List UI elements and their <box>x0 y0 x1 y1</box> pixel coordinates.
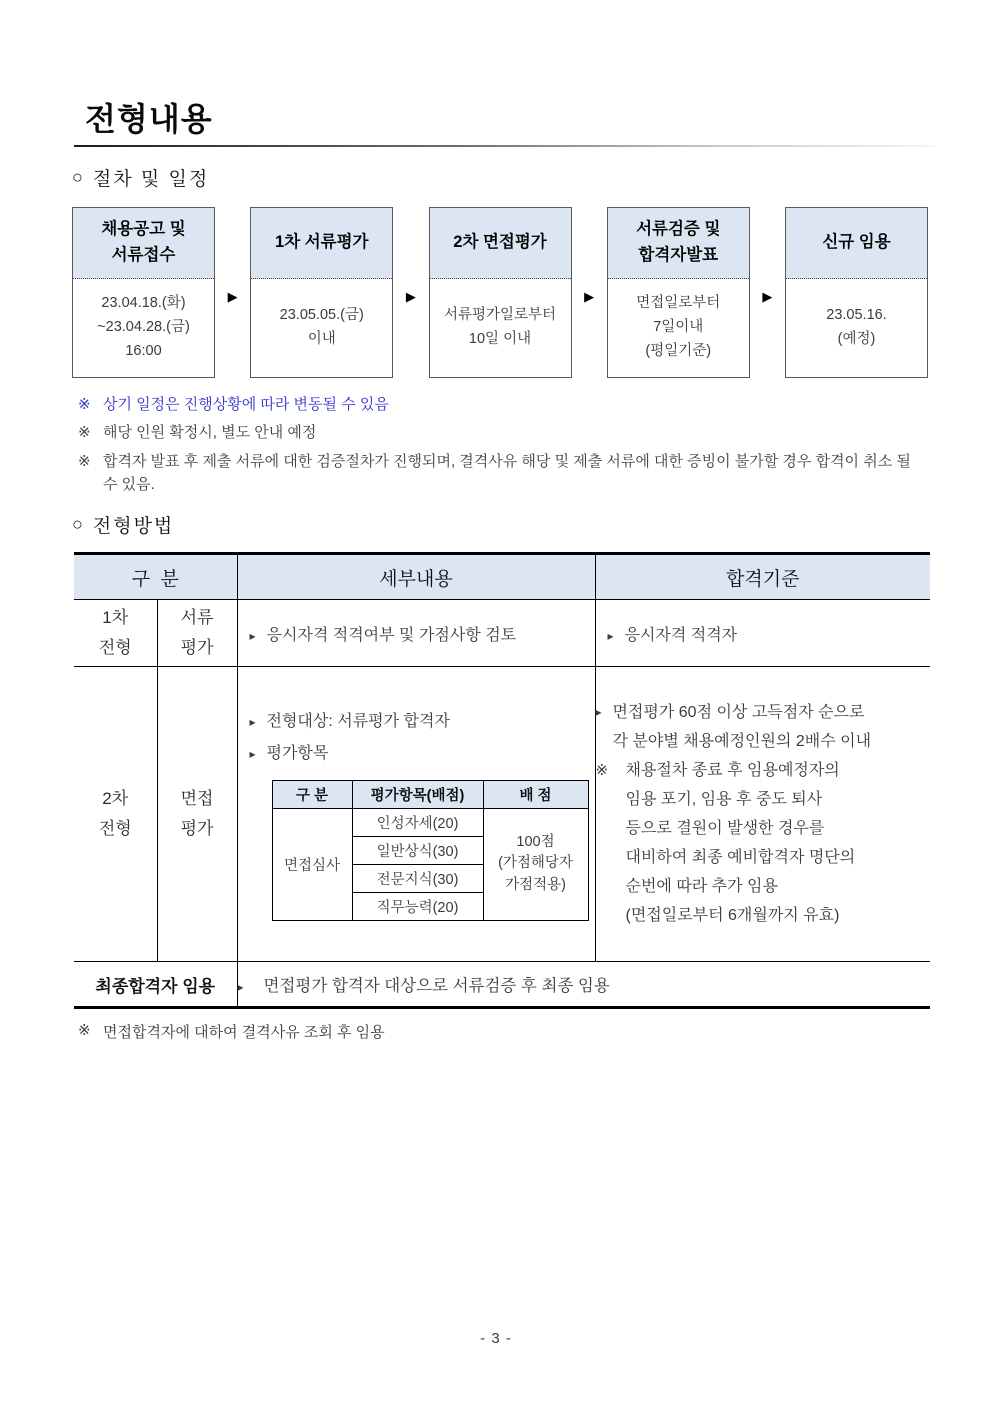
text-line: 전형 <box>98 638 132 657</box>
detail-text: 응시자격 적격여부 및 가점사항 검토 <box>266 626 517 644</box>
step-detail <box>608 279 749 377</box>
text-line: 순번에 따라 추가 임용 <box>625 878 778 895</box>
final-row-label: 최종합격자 임용 <box>74 962 237 1008</box>
text-line: 100점 <box>516 834 555 851</box>
text-line: 23.05.16. <box>826 307 887 324</box>
text-line: 각 분야별 채용예정인원의 2배수 이내 <box>612 733 872 750</box>
process-arrow-icon: ▶ <box>762 288 773 304</box>
process-flow <box>72 207 928 378</box>
criteria-item <box>596 756 931 930</box>
triangle-bullet-icon: ▸ <box>249 628 256 643</box>
bullet-line <box>250 622 595 645</box>
text-line: 임용 포기, 임용 후 중도 퇴사 <box>625 791 823 808</box>
text-line: 전형 <box>98 819 132 838</box>
text-line: (평일기준) <box>645 342 712 359</box>
note-text: 합격자 발표 후 제출 서류에 대한 검증절차가 진행되며, 결격사유 해당 및 제출 서류에 대한 증빙이 불가할 경우 합격이 취소 될 수 있음. <box>103 452 911 493</box>
process-arrow-icon: ▶ <box>584 288 595 304</box>
text-line: 면접평가 60점 이상 고득점자 순으로 <box>612 704 865 721</box>
detail-text: 전형대상: 서류평가 합격자 <box>266 712 450 730</box>
triangle-bullet-icon: ▸ <box>249 714 256 729</box>
text-line: 16:00 <box>125 342 162 359</box>
section-heading-schedule <box>72 164 209 191</box>
note-item <box>78 393 926 416</box>
text-line: 평가 <box>180 819 214 838</box>
section-heading-method <box>72 511 174 538</box>
stage-cell <box>74 667 157 962</box>
criteria-content <box>596 698 931 930</box>
text-line: 합격자발표 <box>638 246 719 264</box>
triangle-bullet-icon: ▸ <box>595 705 602 719</box>
note-item <box>78 421 926 444</box>
section-heading-text: 절차 및 일정 <box>92 169 210 190</box>
criteria-cell <box>595 667 930 962</box>
circle-bullet-icon: ○ <box>72 514 83 534</box>
text-line: 신규 임용 <box>822 233 891 252</box>
page-number: - 3 - <box>480 1330 512 1347</box>
bullet-line <box>608 622 931 645</box>
process-arrow-icon: ▶ <box>405 288 416 304</box>
reference-mark-icon: ※ <box>78 396 91 413</box>
step-detail <box>786 279 927 377</box>
step-title <box>786 208 927 279</box>
reference-mark-icon: ※ <box>78 424 91 442</box>
text-line: 서류평가일로부터 <box>443 307 557 324</box>
process-arrow-icon: ▶ <box>227 288 238 304</box>
process-step-1 <box>72 207 215 378</box>
text-line: 채용공고 및 <box>101 220 186 239</box>
col-header-criteria: 합격기준 <box>595 554 930 600</box>
text-line: 이내 <box>307 331 336 347</box>
detail-cell <box>237 667 595 962</box>
note-item <box>78 450 926 497</box>
eval-item-cell: 일반상식(30) <box>352 836 483 864</box>
stage-cell <box>74 600 157 667</box>
reference-mark-icon: ※ <box>78 452 91 470</box>
triangle-bullet-icon: ▸ <box>607 628 614 643</box>
text-line: 대비하여 최종 예비합격자 명단의 <box>625 849 856 866</box>
step-title <box>73 208 214 279</box>
eval-header-items: 평가항목(배점) <box>352 780 483 808</box>
text-line: (예정) <box>837 331 876 347</box>
eval-item-cell: 인성자세(20) <box>352 808 483 836</box>
title-underline <box>74 145 936 147</box>
schedule-notes <box>78 393 926 496</box>
eval-group-cell: 면접심사 <box>272 808 352 920</box>
note-text: 상기 일정은 진행상황에 따라 변동될 수 있음 <box>103 396 389 413</box>
text-line: 1차 서류평가 <box>275 233 369 252</box>
evaluation-items-table <box>272 780 589 921</box>
text-line: 서류 <box>180 608 214 628</box>
triangle-bullet-icon: ▸ <box>237 980 244 994</box>
text-line: 채용절차 종료 후 임용예정자의 <box>625 762 840 779</box>
text-line: 가점적용) <box>505 876 566 893</box>
step-title <box>430 208 571 279</box>
process-step-3 <box>429 207 572 378</box>
text-line: 23.05.05.(금) <box>279 307 364 324</box>
footnote-text: 면접합격자에 대하여 결격사유 조회 후 임용 <box>103 1024 385 1041</box>
reference-mark-icon: ※ <box>78 1022 91 1039</box>
bullet-line <box>250 740 595 763</box>
text-line: 평가 <box>180 638 214 657</box>
criteria-lines <box>613 698 931 756</box>
process-step-2 <box>250 207 393 378</box>
section-heading-text: 전형방법 <box>92 516 175 537</box>
text-line: 10일 이내 <box>468 331 532 347</box>
page-title: 전형내용 <box>85 101 213 137</box>
process-step-5 <box>785 207 928 378</box>
eval-header-points: 배 점 <box>483 780 588 808</box>
detail-text: 평가항목 <box>266 744 329 762</box>
text-line: 2차 <box>102 789 129 809</box>
col-header-category: 구 분 <box>74 554 237 600</box>
step-detail <box>251 279 392 377</box>
step-title <box>251 208 392 279</box>
text-line: (면접일로부터 6개월까지 유효) <box>625 907 840 924</box>
eval-item-cell: 전문지식(30) <box>352 864 483 892</box>
detail-text: 면접평가 합격자 대상으로 서류검증 후 최종 임용 <box>263 977 610 995</box>
stage-type-cell <box>157 667 237 962</box>
criteria-cell <box>595 600 930 667</box>
col-header-details: 세부내용 <box>237 554 595 600</box>
note-text: 해당 인원 확정시, 별도 안내 예정 <box>103 424 317 442</box>
final-row-detail <box>237 962 930 1008</box>
text-line: ~23.04.28.(금) <box>97 319 190 336</box>
text-line: 2차 면접평가 <box>453 233 547 252</box>
criteria-text: 응시자격 적격자 <box>624 626 738 644</box>
eval-score-cell <box>483 808 588 920</box>
selection-method-table <box>74 552 930 1009</box>
text-line: 서류접수 <box>111 246 176 264</box>
text-line: 7일이내 <box>653 319 704 336</box>
eval-header-category: 구 분 <box>272 780 352 808</box>
criteria-item <box>596 698 931 756</box>
step-detail <box>430 279 571 377</box>
step-title <box>608 208 749 279</box>
detail-cell <box>237 600 595 667</box>
text-line: 1차 <box>102 608 129 628</box>
triangle-bullet-icon: ▸ <box>249 746 256 761</box>
method-footnote <box>78 1021 385 1042</box>
process-step-4 <box>607 207 750 378</box>
detail-content <box>238 708 595 921</box>
eval-item-cell: 직무능력(20) <box>352 892 483 920</box>
text-line: 23.04.18.(화) <box>101 295 186 312</box>
text-line: 면접일로부터 <box>636 295 721 312</box>
text-line: 서류검증 및 <box>636 220 721 239</box>
circle-bullet-icon: ○ <box>72 167 83 187</box>
text-line: (가점해당자 <box>498 855 573 872</box>
step-detail <box>73 279 214 377</box>
text-line: 면접 <box>180 789 214 809</box>
text-line: 등으로 결원이 발생한 경우를 <box>625 820 825 837</box>
bullet-line <box>250 708 595 731</box>
stage-type-cell <box>157 600 237 667</box>
criteria-lines <box>626 756 931 930</box>
reference-mark-icon: ※ <box>595 762 609 779</box>
